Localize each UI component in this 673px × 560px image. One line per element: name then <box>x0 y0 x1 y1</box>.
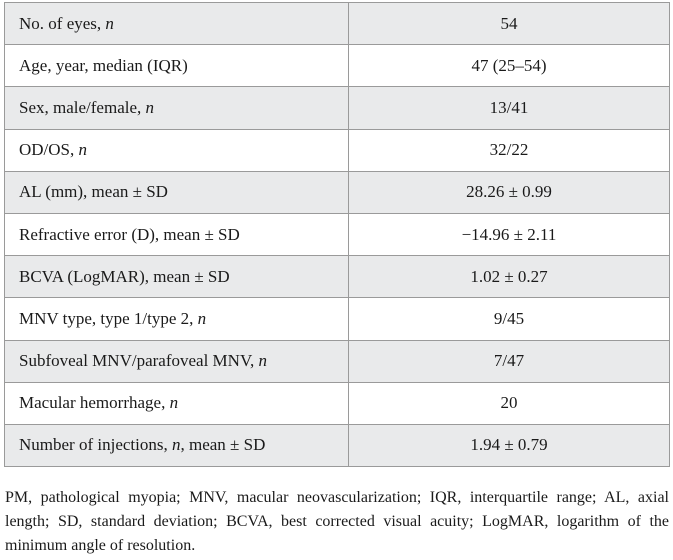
table-footnote: PM, pathological myopia; MNV, macular neovascularization; IQR, interquartile range; AL, axial length; SD, standard deviation; BCVA, best corrected visual acuity; LogMAR, logarithm of the minimum angle of resolution. <box>5 489 669 554</box>
row-label <box>5 256 349 298</box>
table-row <box>5 45 670 87</box>
row-label-italic: n <box>258 351 268 371</box>
row-value: −14.96 ± 2.11 <box>349 213 670 255</box>
row-label-italic: n <box>197 308 207 328</box>
table-row <box>5 340 670 382</box>
table-row <box>5 298 670 340</box>
table-row <box>5 171 670 213</box>
table-row <box>5 87 670 129</box>
table-row <box>5 256 670 298</box>
row-label <box>5 171 349 213</box>
row-label <box>5 3 349 45</box>
table-row <box>5 3 670 45</box>
row-label-text: Sex, male/female, <box>19 97 146 117</box>
row-label <box>5 213 349 255</box>
row-label <box>5 129 349 171</box>
row-label-suffix: , mean ± SD <box>180 435 266 455</box>
table-row <box>5 213 670 255</box>
row-label-italic: n <box>171 435 181 455</box>
row-label-text: OD/OS, <box>19 140 79 160</box>
row-label <box>5 298 349 340</box>
row-value: 1.02 ± 0.27 <box>349 256 670 298</box>
row-label-text: MNV type, type 1/type 2, <box>19 308 198 328</box>
row-label <box>5 340 349 382</box>
baseline-characteristics-table-container <box>4 2 669 467</box>
row-label-text: AL (mm), mean ± SD <box>19 182 168 202</box>
row-value: 7/47 <box>349 340 670 382</box>
row-value: 9/45 <box>349 298 670 340</box>
row-value: 1.94 ± 0.79 <box>349 424 670 466</box>
row-label-text: Age, year, median (IQR) <box>19 55 188 75</box>
row-label-italic: n <box>105 13 114 33</box>
row-label-italic: n <box>145 97 155 117</box>
row-label-text: Subfoveal MNV/parafoveal MNV, <box>19 351 259 371</box>
table-row <box>5 424 670 466</box>
row-label-text: Number of injections, <box>19 435 172 455</box>
row-label-text: BCVA (LogMAR), mean ± SD <box>19 266 230 286</box>
row-value: 20 <box>349 382 670 424</box>
row-label-italic: n <box>78 140 88 160</box>
row-label-italic: n <box>169 393 179 413</box>
row-label <box>5 382 349 424</box>
row-value: 13/41 <box>349 87 670 129</box>
row-label <box>5 45 349 87</box>
row-label <box>5 424 349 466</box>
table-row <box>5 382 670 424</box>
row-value: 32/22 <box>349 129 670 171</box>
row-value: 54 <box>349 3 670 45</box>
table-body <box>5 3 670 467</box>
row-label-text: Macular hemorrhage, <box>19 393 170 413</box>
row-label-text: Refractive error (D), mean ± SD <box>19 224 240 244</box>
row-value: 47 (25–54) <box>349 45 670 87</box>
row-label-text: No. of eyes, <box>19 13 106 33</box>
row-label <box>5 87 349 129</box>
table-row <box>5 129 670 171</box>
row-value: 28.26 ± 0.99 <box>349 171 670 213</box>
baseline-characteristics-table <box>4 2 670 467</box>
